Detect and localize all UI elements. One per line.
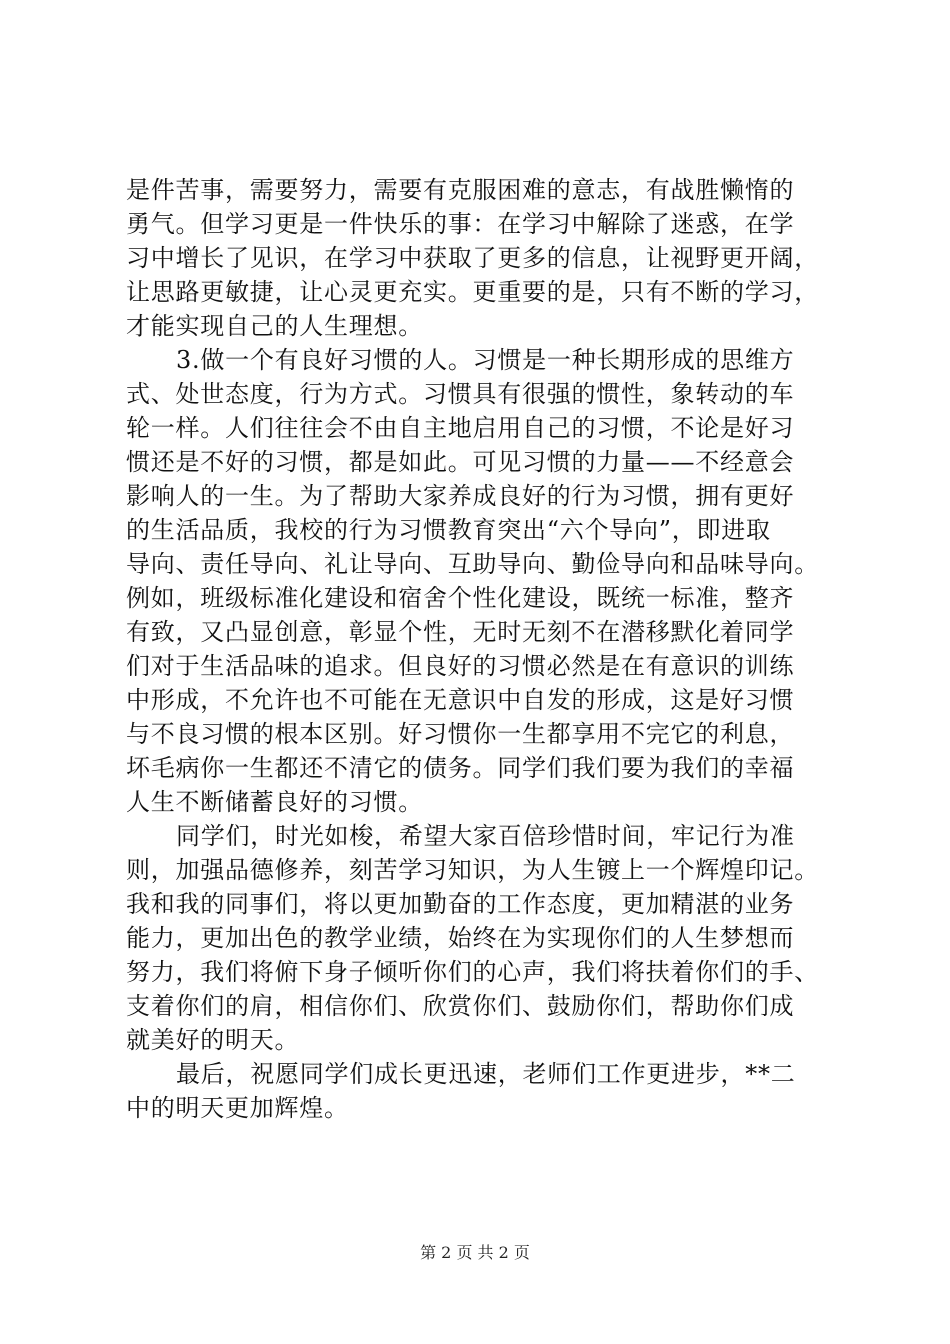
text-line: 我和我的同事们，将以更加勤奋的工作态度，更加精湛的业务 — [126, 890, 795, 918]
text-line: 惯还是不好的习惯，都是如此。可见习惯的力量——不经意会 — [126, 448, 795, 476]
text-line: 才能实现自己的人生理想。 — [126, 312, 423, 340]
text-line: 例如，班级标准化建设和宿舍个性化建设，既统一标准，整齐 — [126, 584, 795, 612]
text-line: 支着你们的肩，相信你们、欣赏你们、鼓励你们，帮助你们成 — [126, 992, 795, 1020]
text-line: 轮一样。人们往往会不由自主地启用自己的习惯，不论是好习 — [126, 414, 795, 442]
page-footer — [0, 1242, 950, 1264]
text-line: 影响人的一生。为了帮助大家养成良好的行为习惯，拥有更好 — [126, 482, 795, 510]
text-line: 中的明天更加辉煌。 — [126, 1094, 349, 1122]
text-line: 就美好的明天。 — [126, 1026, 300, 1054]
page-number-label: 第 2 页 共 2 页 — [420, 1243, 530, 1262]
text-line: 则，加强品德修养，刻苦学习知识，为人生镀上一个辉煌印记。 — [126, 856, 819, 884]
body-text — [126, 173, 832, 1125]
text-line: 习中增长了见识，在学习中获取了更多的信息，让视野更开阔， — [126, 244, 819, 272]
paragraph-start-line: 3.做一个有良好习惯的人。习惯是一种长期形成的思维方 — [176, 346, 795, 374]
text-line: 努力，我们将俯下身子倾听你们的心声，我们将扶着你们的手、 — [126, 958, 819, 986]
text-line: 人生不断储蓄良好的习惯。 — [126, 788, 423, 816]
text-line: 能力，更加出色的教学业绩，始终在为实现你们的人生梦想而 — [126, 924, 795, 952]
text-line: 坏毛病你一生都还不清它的债务。同学们我们要为我们的幸福 — [126, 754, 795, 782]
text-line: 有致，又凸显创意，彰显个性，无时无刻不在潜移默化着同学 — [126, 618, 795, 646]
text-line: 让思路更敏捷，让心灵更充实。更重要的是，只有不断的学习， — [126, 278, 819, 306]
text-line: 是件苦事，需要努力，需要有克服困难的意志，有战胜懒惰的 — [126, 176, 795, 204]
text-line: 导向、责任导向、礼让导向、互助导向、勤俭导向和品味导向。 — [126, 550, 819, 578]
text-line: 中形成，不允许也不可能在无意识中自发的形成，这是好习惯 — [126, 686, 795, 714]
paragraph-start-line: 最后，祝愿同学们成长更迅速，老师们工作更进步，**二 — [176, 1060, 796, 1088]
text-line: 与不良习惯的根本区别。好习惯你一生都享用不完它的利息， — [126, 720, 795, 748]
paragraph-start-line: 同学们，时光如梭，希望大家百倍珍惜时间，牢记行为准 — [176, 822, 795, 850]
text-line: 的生活品质，我校的行为习惯教育突出“六个导向”，即进取 — [126, 516, 771, 544]
text-line: 勇气。但学习更是一件快乐的事：在学习中解除了迷惑，在学 — [126, 210, 795, 238]
text-line: 们对于生活品味的追求。但良好的习惯必然是在有意识的训练 — [126, 652, 795, 680]
text-line: 式、处世态度，行为方式。习惯具有很强的惯性，象转动的车 — [126, 380, 795, 408]
